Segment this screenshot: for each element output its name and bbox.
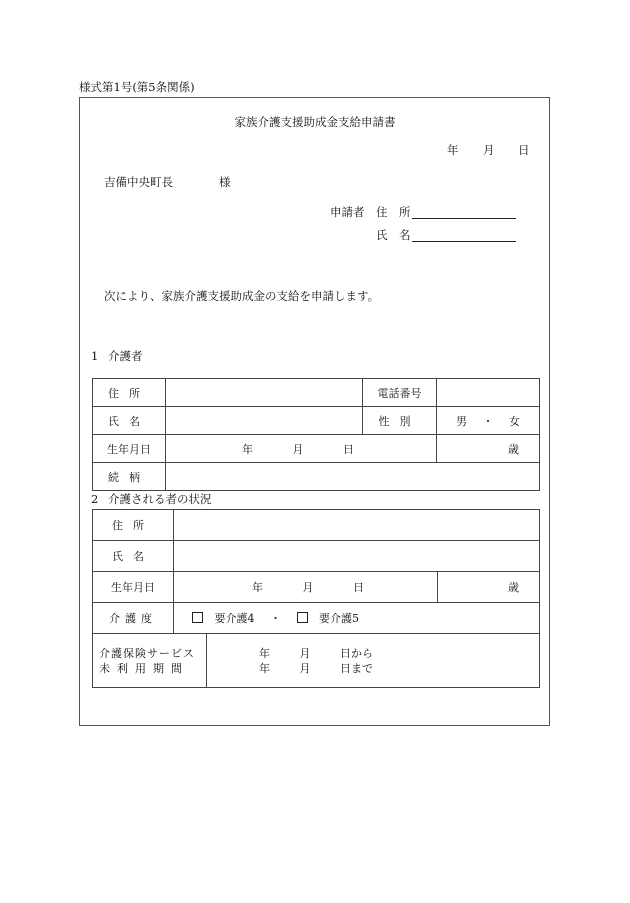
date-month-label: 月 bbox=[483, 143, 495, 157]
recipient-unused-period-label bbox=[93, 634, 207, 688]
recipient-name-field[interactable] bbox=[174, 541, 540, 572]
form-title: 家族介護支援助成金支給申請書 bbox=[234, 115, 396, 129]
addressee-honorific: 様 bbox=[219, 175, 231, 189]
table-row bbox=[93, 435, 540, 463]
unused-period-label-line-1: 介護保険サービス bbox=[99, 646, 195, 660]
section1-number: 1 bbox=[91, 349, 99, 363]
period-from-day: 日から bbox=[340, 646, 373, 660]
caregiver-table bbox=[92, 378, 540, 491]
care-recipient-table bbox=[92, 509, 540, 688]
table-row bbox=[93, 572, 540, 603]
care-separator: ・ bbox=[270, 612, 281, 625]
care4-checkbox[interactable] bbox=[192, 612, 203, 623]
unused-period-label-line-2: 未利用期間 bbox=[99, 661, 189, 675]
applicant-name-field[interactable] bbox=[412, 228, 516, 242]
recipient-age-field[interactable]: 歳 bbox=[438, 572, 540, 603]
recipient-birthdate-label: 生年月日 bbox=[93, 572, 174, 603]
recipient-unused-period-field[interactable] bbox=[207, 634, 540, 688]
recipient-address-field[interactable] bbox=[174, 510, 540, 541]
recipient-address-label: 住所 bbox=[93, 510, 174, 541]
caregiver-birthdate-field[interactable] bbox=[166, 435, 437, 463]
caregiver-phone-field[interactable] bbox=[437, 379, 540, 407]
form-number: 様式第1号(第5条関係) bbox=[79, 80, 195, 94]
caregiver-relationship-label: 続柄 bbox=[93, 463, 166, 491]
period-to-month: 月 bbox=[299, 661, 311, 675]
recipient-birth-day: 日 bbox=[353, 581, 364, 594]
recipient-birth-year: 年 bbox=[252, 581, 263, 594]
section2-heading: 介護される者の状況 bbox=[108, 492, 212, 506]
period-from-month: 月 bbox=[299, 646, 311, 660]
period-from-year: 年 bbox=[259, 646, 270, 660]
period-from-row bbox=[207, 646, 539, 661]
addressee-name: 吉備中央町長 bbox=[104, 175, 173, 189]
gender-female-option[interactable]: 女 bbox=[509, 414, 520, 428]
applicant-name-label: 氏 名 bbox=[376, 228, 411, 242]
recipient-birth-month: 月 bbox=[302, 581, 314, 594]
date-year-label: 年 bbox=[447, 143, 459, 157]
gender-male-option[interactable]: 男 bbox=[456, 414, 467, 428]
caregiver-birth-year: 年 bbox=[242, 442, 253, 456]
caregiver-birth-month: 月 bbox=[292, 442, 304, 456]
caregiver-phone-label: 電話番号 bbox=[363, 379, 437, 407]
caregiver-gender-options bbox=[437, 407, 540, 435]
table-row bbox=[93, 407, 540, 435]
table-row bbox=[93, 510, 540, 541]
table-row bbox=[93, 379, 540, 407]
caregiver-gender-label: 性別 bbox=[363, 407, 437, 435]
recipient-care-level-label: 介護度 bbox=[93, 603, 174, 634]
table-row bbox=[93, 541, 540, 572]
recipient-name-label: 氏名 bbox=[93, 541, 174, 572]
table-row bbox=[93, 634, 540, 688]
caregiver-age-field[interactable]: 歳 bbox=[437, 435, 540, 463]
caregiver-address-field[interactable] bbox=[166, 379, 363, 407]
caregiver-birthdate-label: 生年月日 bbox=[93, 435, 166, 463]
caregiver-name-label: 氏名 bbox=[93, 407, 166, 435]
table-row bbox=[93, 603, 540, 634]
applicant-address-label: 住 所 bbox=[376, 205, 411, 219]
period-to-day: 日まで bbox=[340, 661, 373, 675]
applicant-label: 申請者 bbox=[330, 205, 365, 219]
care4-label: 要介護4 bbox=[214, 612, 255, 625]
section1-heading: 介護者 bbox=[108, 349, 143, 363]
recipient-birthdate-field[interactable] bbox=[174, 572, 438, 603]
gender-separator: ・ bbox=[482, 414, 494, 428]
care5-label: 要介護5 bbox=[319, 612, 359, 625]
applicant-address-field[interactable] bbox=[412, 205, 516, 219]
recipient-care-level-options bbox=[174, 603, 540, 634]
period-to-row bbox=[207, 661, 539, 676]
date-day-label: 日 bbox=[518, 143, 530, 157]
caregiver-relationship-field[interactable] bbox=[166, 463, 540, 491]
table-row bbox=[93, 463, 540, 491]
period-to-year: 年 bbox=[259, 661, 270, 675]
caregiver-address-label: 住所 bbox=[93, 379, 166, 407]
care5-checkbox[interactable] bbox=[297, 612, 308, 623]
application-statement: 次により、家族介護支援助成金の支給を申請します。 bbox=[104, 289, 380, 303]
caregiver-name-field[interactable] bbox=[166, 407, 363, 435]
caregiver-birth-day: 日 bbox=[343, 442, 354, 456]
section2-number: 2 bbox=[91, 492, 99, 506]
